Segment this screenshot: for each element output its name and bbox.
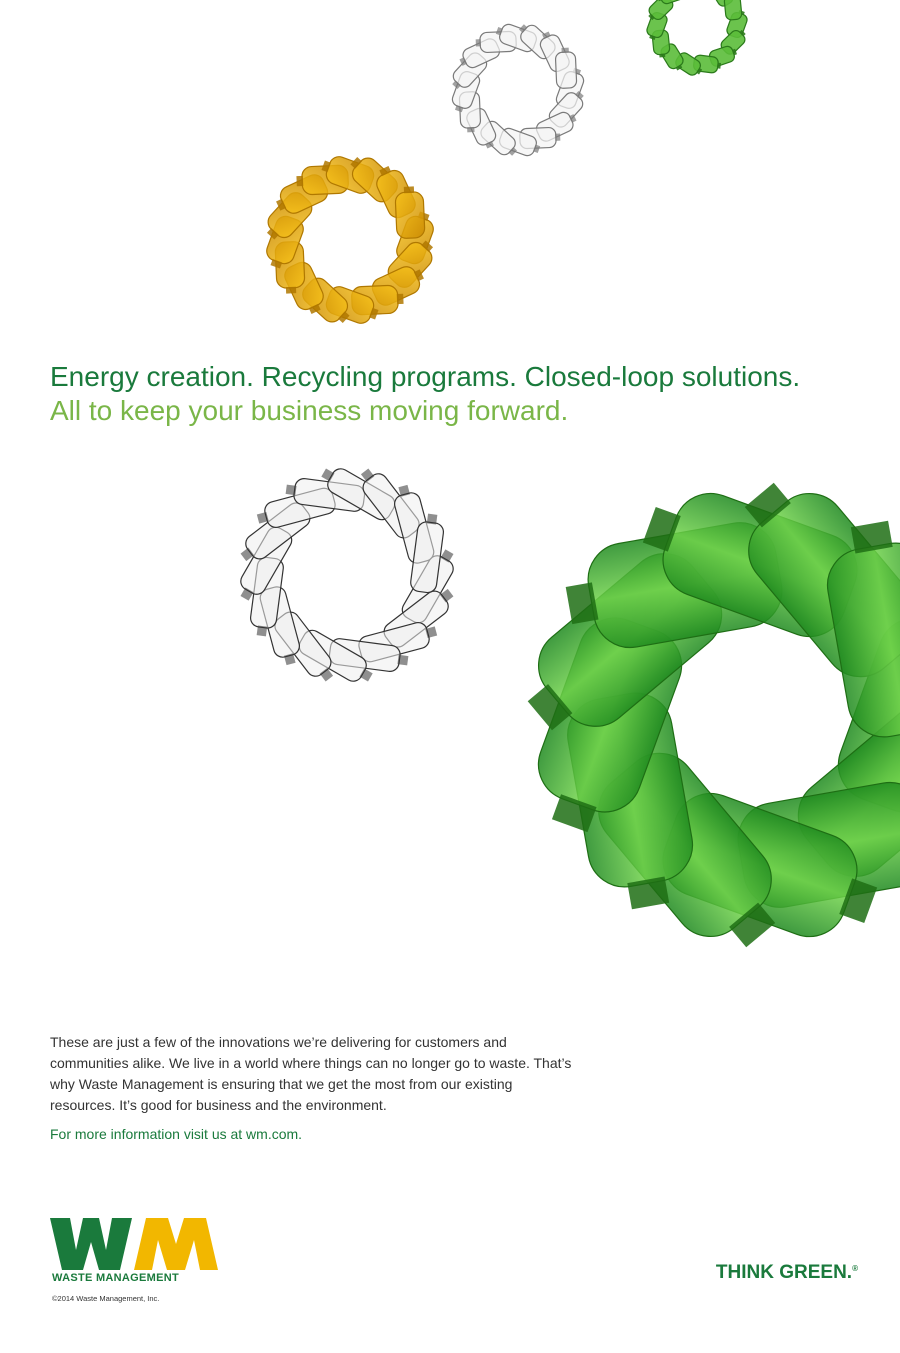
headline-line-1: Energy creation. Recycling programs. Closed-loop solutions. — [50, 361, 801, 392]
bottle-shape — [555, 47, 577, 88]
clear-bottle-wreath — [448, 20, 589, 161]
logo-wordmark: WASTE MANAGEMENT — [52, 1272, 180, 1284]
bottle-shape — [724, 0, 743, 20]
large-green-bottle-wreath — [506, 461, 900, 969]
gray-bottle-star — [233, 461, 460, 688]
website-link-text[interactable]: For more information visit us at wm.com. — [50, 1126, 303, 1142]
bottle-shape — [395, 186, 425, 239]
body-paragraph: These are just a few of the innovations we’re delivering for customers and communities alike. We live in a world where things can no longer go to waste. That’s why Waste Management is ensuring that we get the most from our existing resources. It’s good for business and the environment. — [50, 1034, 572, 1113]
registered-mark: ® — [852, 1264, 858, 1273]
copyright-text: ©2014 Waste Management, Inc. — [52, 1294, 160, 1303]
amber-bottle-wreath — [260, 150, 439, 329]
tagline-text: THINK GREEN. — [715, 1262, 853, 1283]
think-green-tagline — [716, 1262, 858, 1284]
headline — [50, 360, 870, 428]
headline-line-2: All to keep your business moving forward. — [50, 395, 569, 426]
small-green-bottle-wreath — [644, 0, 749, 79]
